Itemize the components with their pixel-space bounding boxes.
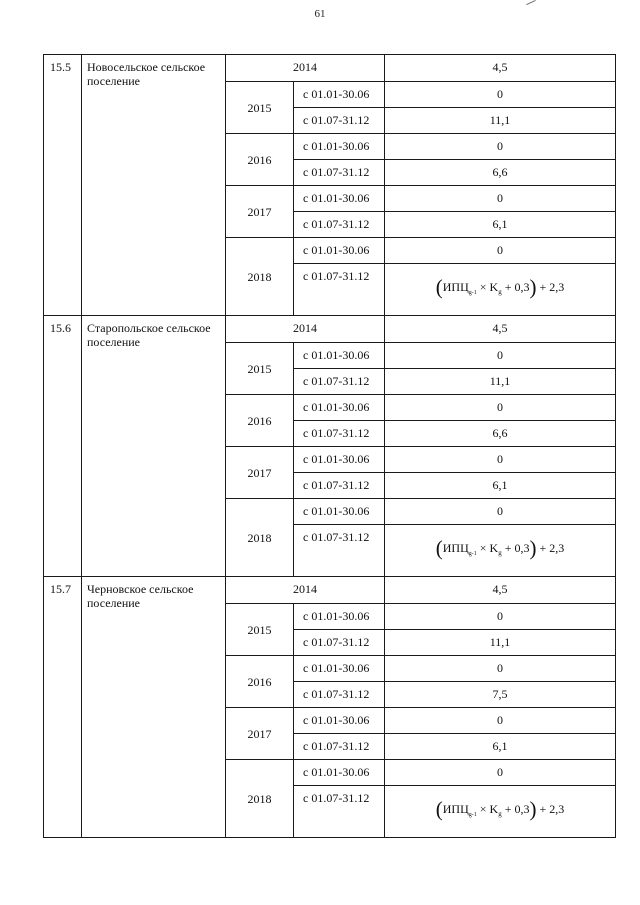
table-row	[44, 577, 616, 604]
formula-times: ×	[476, 540, 490, 555]
year-cell: 2015	[226, 604, 294, 656]
section-number: 15.7	[44, 577, 82, 838]
tariff-table-body	[44, 55, 616, 838]
formula-subscript-g: g	[498, 287, 502, 296]
period-cell: с 01.01-30.06	[294, 134, 385, 160]
formula-close-paren: )	[529, 274, 537, 299]
formula-subscript-g-1: g-1	[468, 289, 477, 296]
year-cell: 2015	[226, 343, 294, 395]
formula-plus-term: + 0,3	[501, 540, 530, 555]
period-cell: с 01.07-31.12	[294, 525, 385, 577]
year-cell: 2016	[226, 395, 294, 447]
formula-times: ×	[476, 801, 490, 816]
value-cell: 0	[385, 499, 616, 525]
value-cell: 6,6	[385, 160, 616, 186]
value-cell: 6,1	[385, 734, 616, 760]
table-row	[44, 55, 616, 82]
period-cell: с 01.01-30.06	[294, 447, 385, 473]
tariff-table	[43, 54, 616, 838]
period-cell: с 01.01-30.06	[294, 604, 385, 630]
value-cell: 7,5	[385, 682, 616, 708]
year-cell: 2014	[226, 55, 385, 82]
section-number: 15.6	[44, 316, 82, 577]
formula-open-paren: (	[435, 535, 443, 560]
formula-plus-term: + 0,3	[501, 801, 530, 816]
formula-subscript-g: g	[498, 548, 502, 557]
value-cell: 0	[385, 82, 616, 108]
formula-base: ИПЦ	[442, 540, 469, 555]
period-cell: с 01.01-30.06	[294, 656, 385, 682]
formula-close-paren: )	[529, 535, 537, 560]
year-cell: 2017	[226, 447, 294, 499]
year-cell: 2016	[226, 134, 294, 186]
formula-k: K	[489, 279, 499, 294]
period-cell: с 01.01-30.06	[294, 499, 385, 525]
formula-tail: + 2,3	[536, 279, 565, 294]
year-cell: 2018	[226, 238, 294, 316]
period-cell: с 01.01-30.06	[294, 186, 385, 212]
value-cell: 0	[385, 760, 616, 786]
period-cell: с 01.01-30.06	[294, 760, 385, 786]
value-cell: 6,1	[385, 473, 616, 499]
year-cell: 2014	[226, 577, 385, 604]
settlement-name: Черновское сельское поселение	[82, 577, 226, 838]
formula-subscript-g: g	[498, 809, 502, 818]
formula-cell	[385, 264, 616, 316]
value-cell: 0	[385, 447, 616, 473]
period-cell: с 01.01-30.06	[294, 82, 385, 108]
period-cell: с 01.07-31.12	[294, 212, 385, 238]
table-row	[44, 316, 616, 343]
period-cell: с 01.07-31.12	[294, 473, 385, 499]
year-cell: 2016	[226, 656, 294, 708]
value-cell: 6,6	[385, 421, 616, 447]
period-cell: с 01.07-31.12	[294, 160, 385, 186]
year-cell: 2014	[226, 316, 385, 343]
period-cell: с 01.01-30.06	[294, 343, 385, 369]
formula-k: K	[489, 540, 499, 555]
period-cell: с 01.07-31.12	[294, 630, 385, 656]
formula-k: K	[489, 801, 499, 816]
formula-base: ИПЦ	[442, 801, 469, 816]
period-cell: с 01.01-30.06	[294, 395, 385, 421]
period-cell: с 01.07-31.12	[294, 786, 385, 838]
value-cell: 11,1	[385, 630, 616, 656]
value-cell: 0	[385, 604, 616, 630]
value-cell: 4,5	[385, 577, 616, 604]
formula-open-paren: (	[435, 274, 443, 299]
value-cell: 0	[385, 656, 616, 682]
settlement-name: Старопольское сельское поселение	[82, 316, 226, 577]
value-cell: 0	[385, 238, 616, 264]
year-cell: 2018	[226, 499, 294, 577]
formula-subscript-g-1: g-1	[468, 550, 477, 557]
value-cell: 4,5	[385, 316, 616, 343]
formula-tail: + 2,3	[536, 540, 565, 555]
period-cell: с 01.07-31.12	[294, 421, 385, 447]
year-cell: 2018	[226, 760, 294, 838]
value-cell: 0	[385, 708, 616, 734]
formula-subscript-g-1: g-1	[468, 811, 477, 818]
page-number: 61	[314, 8, 326, 20]
section-number: 15.5	[44, 55, 82, 316]
value-cell: 4,5	[385, 55, 616, 82]
period-cell: с 01.01-30.06	[294, 708, 385, 734]
formula-cell	[385, 786, 616, 838]
pen-mark	[526, 0, 535, 5]
value-cell: 6,1	[385, 212, 616, 238]
value-cell: 0	[385, 186, 616, 212]
settlement-name: Новосельское сельское поселение	[82, 55, 226, 316]
period-cell: с 01.07-31.12	[294, 734, 385, 760]
value-cell: 11,1	[385, 108, 616, 134]
year-cell: 2017	[226, 708, 294, 760]
value-cell: 0	[385, 134, 616, 160]
period-cell: с 01.01-30.06	[294, 238, 385, 264]
formula-open-paren: (	[435, 796, 443, 821]
value-cell: 0	[385, 343, 616, 369]
formula-tail: + 2,3	[536, 801, 565, 816]
year-cell: 2015	[226, 82, 294, 134]
formula-cell	[385, 525, 616, 577]
formula-close-paren: )	[529, 796, 537, 821]
period-cell: с 01.07-31.12	[294, 108, 385, 134]
formula-base: ИПЦ	[442, 279, 469, 294]
formula-times: ×	[476, 279, 490, 294]
year-cell: 2017	[226, 186, 294, 238]
period-cell: с 01.07-31.12	[294, 369, 385, 395]
period-cell: с 01.07-31.12	[294, 682, 385, 708]
formula-plus-term: + 0,3	[501, 279, 530, 294]
value-cell: 11,1	[385, 369, 616, 395]
period-cell: с 01.07-31.12	[294, 264, 385, 316]
value-cell: 0	[385, 395, 616, 421]
